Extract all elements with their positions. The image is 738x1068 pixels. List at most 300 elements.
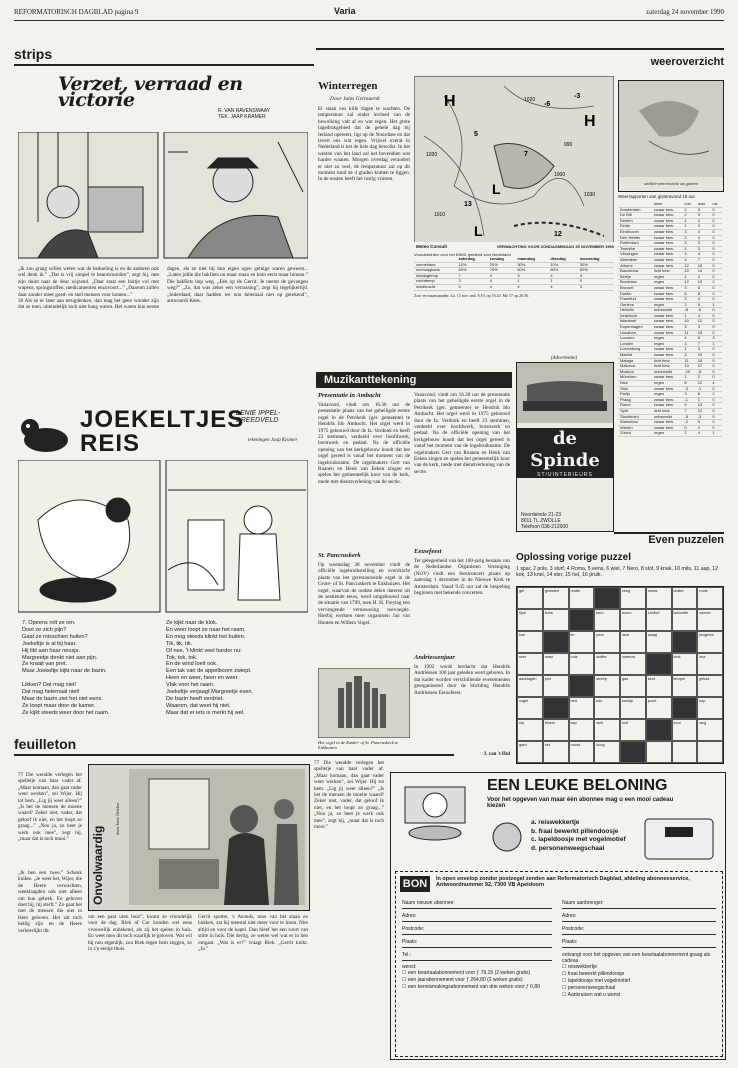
puzzle-cell: roeda	[646, 587, 672, 609]
forecast-cell: 4	[488, 284, 516, 290]
field-plaats[interactable]: Plaats:	[402, 939, 552, 948]
table-cell: -2	[682, 420, 695, 426]
forecast-cell: 1	[515, 279, 548, 285]
pressure-label-h2: H	[584, 113, 596, 130]
forecast-cell: 4	[548, 273, 578, 279]
table-cell: -1	[696, 386, 711, 392]
puzzle-block	[543, 631, 569, 653]
table-cell: 12	[696, 381, 711, 387]
cadeau-option[interactable]: ☐ fraai bewerkt pillendoosje	[562, 971, 625, 977]
table-cell: 0	[710, 218, 722, 224]
field-adres-aanbrenger[interactable]: Adres:	[562, 913, 716, 922]
table-cell: 0	[710, 229, 722, 235]
table-cell: 0	[710, 224, 722, 230]
table-cell: licht bew.	[652, 358, 683, 364]
forecast-cell: 20%	[488, 262, 516, 268]
comic1-text-a: „Ik zou graag willen weten wat de bedoeling is en de anderen ook wel denk ik.” „Dat is vrij simpel te beantwoorden”, zegt hij, met zijn duim naar de deur wijzend. „Daar staat een buitje vol met wapens, springstoffen, medicamenten enzovoort...” „Daarom zullen daar zonder meer goed- en snel mensen voor komen...”	[18, 266, 159, 298]
table-cell: regen	[652, 381, 683, 387]
muziek-article1-text: Vanavond, vindt om 16.30 uur de presentatie plaats van het geheiligde eerste orgel in de Petrikerk (ger. gemeente) te Hendrik Ido Ambacht. Het orgel werd in 1975 gebouwd door de fa. Verdonk en heeft 23 stemmen, verdeeld over hoofdwerk, borstwerk en pedaal. Na de officiële opening van het kerkgebouw houdt dat het orgel gereed is vanaf het moment van de ingebruikname. De orgelmakers Gert van Ruanen en Henk van Eeken zingen en spelen het gemeentelijk koor van de kerk, mede met dienstverlening van de sectie.	[318, 402, 410, 485]
puzzle-cell: noord	[569, 741, 595, 763]
table-cell: 0	[710, 325, 722, 331]
puzzle-cell: seer	[517, 653, 543, 675]
table-cell: Oslo	[618, 386, 652, 392]
table-cell: onbewolkt	[652, 369, 683, 375]
table-cell: 3	[682, 285, 695, 291]
puzzle-block	[672, 697, 698, 719]
table-cell: 14	[696, 269, 711, 275]
organ-photo-caption: Het orgel in de Zuider- of St. Pancraskerk te Enkhuizen	[318, 740, 399, 750]
muziek-article2-title: St. Pancraskerk	[318, 552, 361, 559]
table-cell: 3	[682, 297, 695, 303]
table-cell: Vlissingen	[618, 252, 652, 258]
table-cell: 11	[682, 330, 695, 336]
puzzle-cell: rooie	[697, 587, 723, 609]
comic1-text	[18, 266, 308, 386]
table-cell: 0	[682, 425, 695, 431]
table-cell: Amsterdam	[618, 207, 652, 213]
table-cell: 3	[682, 392, 695, 398]
table-cell: onbewolkt	[652, 308, 683, 314]
table-cell: 0	[710, 420, 722, 426]
table-cell: 18	[696, 263, 711, 269]
table-cell: Zürich	[618, 431, 652, 437]
puzzle-block	[646, 719, 672, 741]
pressure-label-h1: H	[444, 93, 456, 110]
option-jaar[interactable]: ☐ een jaarabonnement voor ƒ 264,80 (2 weken gratis)	[402, 977, 523, 983]
satellite-box	[618, 80, 724, 192]
table-cell: 0	[710, 263, 722, 269]
table-cell: 6	[682, 291, 695, 297]
isobar-1020b: 1020	[524, 97, 536, 103]
table-cell: 5	[696, 336, 711, 342]
checkbox-icon[interactable]: ☐	[562, 964, 567, 970]
puzzle-cell: stoffer	[594, 653, 620, 675]
table-cell: 0	[710, 274, 722, 280]
table-cell: 13	[696, 280, 711, 286]
forecast-row-label: zonnekans	[414, 262, 457, 268]
table-cell: 0	[710, 207, 722, 213]
puzzle-cell: duiker	[672, 587, 698, 609]
gift-item: c. lapeldoosje met vogelmotief	[531, 836, 626, 843]
table-cell: onbewolkt	[652, 414, 683, 420]
muziek-signature: J. van 't Hul	[483, 752, 510, 757]
puzzle-cell: koe	[517, 631, 543, 653]
checkbox-icon[interactable]: ☐	[562, 985, 567, 991]
page-header	[14, 6, 724, 21]
field-postcode[interactable]: Postcode:	[402, 926, 552, 935]
puzzle-cell: web	[594, 719, 620, 741]
comic2-verse-b: Ze kijkt naar de klok. En weer loopt ze naar het raam. En mog steeds klinkt het buiten. Tik, tik, tik. Of nee, 't klinkt veel harder nu: Tok, tok, tok. En de wind loeit ook. Een tak van de appelboom zwiept. Heen en weer, heen en weer. Vlak voor het raam. Joekeltje verjaagt Margreetje even. De bazin heeft verdriet. Waarom, dat weet hij niet. Maar dat er iets is merkt hij wel.	[166, 620, 254, 716]
table-cell: 3	[710, 336, 722, 342]
forecast-day: woensdag	[578, 257, 614, 262]
table-cell: 10	[682, 319, 695, 325]
comic1-title: Verzet, verraad en victorie	[58, 73, 243, 111]
table-cell: 11	[682, 358, 695, 364]
forecast-cell: 4	[457, 284, 488, 290]
table-cell: Parijs	[618, 392, 652, 398]
muziek-article3-title: Eeuwfeest	[414, 548, 442, 555]
puzzle-cell: kern	[594, 609, 620, 631]
table-cell: Eindhoven	[618, 229, 652, 235]
table-cell: 4	[696, 431, 711, 437]
bon-left-fields	[402, 900, 552, 991]
table-cell: zwaar bew.	[652, 386, 683, 392]
forecast-day: zondag	[488, 257, 516, 262]
muziek-col2: Vanavond, vindt om 16.30 uur de presentatie plaats van het geheiligde eerste orgel in de Petrikerk (ger. gemeente) te Hendrik Ido Ambacht. Het orgel werd in 1975 gebouwd door de fa. Verdonk en heeft 23 stemmen, verdeeld over hoofdwerk, borstwerk en pedaal. Na de officiële opening van het kerkgebouw houdt dat het orgel gereed is vanaf het moment van de ingebruikname. De orgelmakers Gert van Ruanen en Henk van Eeken zingen en spelen het gemeentelijk koor van de kerk, mede met dienstverlening van de sectie.	[414, 392, 510, 475]
forecast-row	[414, 284, 614, 290]
table-cell: 4	[696, 274, 711, 280]
table-cell: 18	[696, 358, 711, 364]
table-cell: Istanboel	[618, 319, 652, 325]
table-cell: regen	[652, 302, 683, 308]
comic2-credit: tekeningen Jaap Kramer	[248, 438, 298, 443]
puzzle-block	[672, 631, 698, 653]
table-cell: Athene	[618, 263, 652, 269]
feuilleton-col1b: „Ik ben een twee.” Schenk knikte. „Je weet het, Wijer, die de Heere verwachten, weeklaagden ook niet alleen om hun gebrek. En geloven doet hij, hij sterft.” Zo gaat het met de mensen die niet in Hem geloven. Het zal toch heilig zijn en de Heere verheerlijkt dit.	[18, 870, 82, 934]
feuilleton-heading: feuilleton	[14, 736, 454, 756]
table-cell: regen	[652, 280, 683, 286]
table-cell: zwaar bew.	[652, 420, 683, 426]
table-cell: 4	[696, 297, 711, 303]
puzzle-cell: kap	[569, 719, 595, 741]
table-cell: De Bilt	[618, 213, 652, 219]
table-cell: zwaar bew.	[652, 235, 683, 241]
puzzle-cell: huis	[569, 653, 595, 675]
puzzle-cell: mast	[543, 653, 569, 675]
table-cell: -10	[682, 369, 695, 375]
table-cell: Locarno	[618, 336, 652, 342]
table-cell: 2	[710, 280, 722, 286]
puzzle-cell: vogel	[517, 697, 543, 719]
weather-table-title: Weerrapporten van gisteravond 19 uur	[618, 194, 695, 199]
puzzle-block	[594, 587, 620, 609]
puzzle-cell: fijne	[517, 609, 543, 631]
temp-5: 13	[464, 201, 472, 208]
table-cell: 3	[696, 213, 711, 219]
table-cell: zwaar bew.	[652, 313, 683, 319]
table-cell: zwaar bew.	[652, 425, 683, 431]
table-cell: 12	[696, 408, 711, 414]
table-cell: zwaar bew.	[652, 257, 683, 263]
table-cell: zwaar bew.	[652, 319, 683, 325]
table-cell: 0	[710, 397, 722, 403]
table-cell: Kopenhagen	[618, 325, 652, 331]
puzzle-cell: kind	[646, 675, 672, 697]
gift-item: a. reiswekkertje	[531, 819, 580, 826]
puzzle-cell: waag	[646, 631, 672, 653]
gift-scale-illustration	[639, 813, 719, 865]
puzzle-cell: leur	[697, 653, 723, 675]
puzzle-cell	[672, 741, 698, 763]
table-cell: zwaar bew.	[652, 325, 683, 331]
cadeau-option[interactable]: ☐ reiswekkertje	[562, 964, 598, 970]
table-cell: 17	[696, 364, 711, 370]
forecast-cell: 1	[548, 279, 578, 285]
table-cell: 3	[696, 347, 711, 353]
table-cell: 4	[682, 257, 695, 263]
table-cell: 0	[710, 246, 722, 252]
isobar-1020: 1020	[426, 152, 438, 158]
table-cell: 1	[710, 302, 722, 308]
comic2-title: JOEKELTJES REIS	[80, 406, 245, 457]
table-cell: Malaga	[618, 358, 652, 364]
forecast-cell: 10%	[548, 262, 578, 268]
table-cell: 3	[682, 341, 695, 347]
table-row	[618, 431, 722, 437]
table-cell: zwaar bew.	[652, 218, 683, 224]
puzzle-cell: kruis	[543, 609, 569, 631]
table-cell: 10	[696, 353, 711, 359]
weather-table	[618, 202, 722, 437]
forecast-row-label: windkracht	[414, 284, 457, 290]
forecast-cell: 60%	[578, 268, 614, 274]
cadeau-option[interactable]: ☐ Aankruisen wat u wenst	[562, 992, 621, 998]
table-cell: 3	[696, 207, 711, 213]
table-cell: 0	[710, 313, 722, 319]
feuilleton-author: door Jetse Dekker	[115, 802, 120, 835]
checkbox-icon[interactable]: ☐	[402, 977, 407, 983]
isobar-1010: 1010	[434, 212, 446, 218]
table-cell: Frankfurt	[618, 297, 652, 303]
forecast-cell: 80%	[548, 268, 578, 274]
forecast-row-label: nachttemp	[414, 279, 457, 285]
puzzle-cell: land	[620, 631, 646, 653]
muziek-article1-title: Presentatie in Ambacht	[318, 392, 381, 399]
table-cell: 8	[696, 392, 711, 398]
table-cell: 0	[710, 330, 722, 336]
table-cell: zwaar bew.	[652, 403, 683, 409]
table-cell: 2	[682, 213, 695, 219]
table-cell: regen	[652, 274, 683, 280]
table-cell: Eelde	[618, 224, 652, 230]
isobar-1030: 1030	[584, 192, 596, 198]
gift-box-illustration	[487, 817, 527, 857]
puzzle-cell: bink	[672, 653, 698, 675]
puzzle-cell: riet	[543, 741, 569, 763]
puzzle-block	[620, 741, 646, 763]
muziek-article2-text: Op woensdag 28 november vindt de officiële ingebruikstelling en overdracht plaats van het gerestaureerde orgel in de Grote- of St. Pancraskerk te Enkhuizen. Het orgel, waarvan de oudste delen dateren uit de zestiende eeuw, werd omgebouwd naar de situatie van 1799, toen H. H. Freytag een vervangende vernieuwing toevoegde. Hierbij werkten mee: organisten Jan van Houten en Willem Vogel.	[318, 562, 410, 626]
table-cell: zwaar bew.	[652, 213, 683, 219]
bon-right-fields	[562, 900, 716, 999]
table-cell: 3	[682, 229, 695, 235]
dog-illustration	[18, 410, 78, 458]
table-cell: 1	[682, 274, 695, 280]
forecast-cell: 7	[457, 273, 488, 279]
puzzle-cell: tin	[569, 631, 595, 653]
table-cell: 2	[682, 302, 695, 308]
table-cell: zwaar bew.	[652, 263, 683, 269]
puzzle-cell: koekje	[620, 697, 646, 719]
field-adres[interactable]: Adres:	[402, 913, 552, 922]
table-cell: Brussel	[618, 285, 652, 291]
puzzle-cell: geluid	[697, 675, 723, 697]
checkbox-icon[interactable]: ☐	[402, 984, 407, 990]
temp-1: -6	[544, 101, 551, 108]
table-header: weer	[652, 202, 683, 207]
feuilleton-photo-image	[129, 769, 305, 905]
forecast-cell: 4	[578, 273, 614, 279]
puzzle-cell: tuin	[594, 697, 620, 719]
table-cell: 1	[696, 397, 711, 403]
puzzle-cell: kabouter	[672, 609, 698, 631]
checkbox-icon[interactable]: ☐	[402, 970, 407, 976]
table-cell: Aberdeen	[618, 257, 652, 263]
weather-map	[414, 76, 614, 252]
table-cell: 5	[696, 302, 711, 308]
puzzle-block	[543, 697, 569, 719]
checkbox-icon[interactable]: ☐	[562, 978, 567, 984]
puzzle-cell: gesloten	[543, 587, 569, 609]
table-cell: 2	[696, 425, 711, 431]
table-header: min	[682, 202, 695, 207]
forecast-cell: 3	[578, 284, 614, 290]
pressure-label-l1: L	[492, 181, 501, 197]
spinde-advert[interactable]	[516, 362, 614, 532]
isobar-990: 990	[564, 142, 573, 148]
table-cell: Moskou	[618, 369, 652, 375]
table-cell: zwaar bew.	[652, 330, 683, 336]
table-cell: 0	[696, 420, 711, 426]
table-cell: -8	[682, 308, 695, 314]
table-cell: Barcelona	[618, 269, 652, 275]
bon-form	[395, 871, 723, 1057]
table-cell: 2	[682, 207, 695, 213]
weather-article-title: Winterregen	[318, 80, 378, 92]
comic2	[18, 402, 308, 517]
option-kennismaking[interactable]: ☐ een kennismakingsabonnement van drie weken voor ƒ 6,80	[402, 984, 540, 990]
comic2-panels	[18, 460, 308, 618]
checkbox-icon[interactable]: ☐	[562, 971, 567, 977]
forecast-cell: 70%	[488, 268, 516, 274]
table-cell: 3	[682, 241, 695, 247]
table-cell: Bordeaux	[618, 280, 652, 286]
puzzle-cell: koor	[672, 719, 698, 741]
puzzle-cell: onder	[569, 587, 595, 609]
wenst-label: wenst:	[402, 964, 417, 970]
field-tel[interactable]: Tel.:	[402, 952, 552, 961]
table-cell: -5	[696, 369, 711, 375]
table-cell: 7	[682, 408, 695, 414]
puzzle-cell: tempel	[672, 675, 698, 697]
table-cell: 0	[710, 375, 722, 381]
advert-address: Noordeinde 21-23 8011 TL ZWOLLE Telefoon 038-212000	[521, 512, 568, 530]
feuilleton-series-title: Onvolwaardig	[91, 825, 105, 905]
puzzle-cell	[697, 741, 723, 763]
table-cell: Londen	[618, 341, 652, 347]
table-cell: Deelen	[618, 218, 652, 224]
forecast-cell: 80%	[457, 268, 488, 274]
table-cell: regen	[652, 341, 683, 347]
option-kwartaal[interactable]: ☐ een kwartaalabonnement voor ƒ 76,15 (2 weken gratis)	[402, 970, 531, 976]
field-naam-abonnee[interactable]: Naam nieuwe abonnee:	[402, 900, 552, 909]
field-plaats-aanbrenger[interactable]: Plaats:	[562, 939, 716, 948]
table-cell: 3	[696, 246, 711, 252]
checkbox-icon[interactable]: ☐	[562, 992, 567, 998]
table-cell: -5	[682, 414, 695, 420]
feuilleton-col3: Gerrit spottte, 's Avonds, moe van het staan en bukken, zat hij meestal niet meer voor te lezen. Niet altijd en voor de kapel. Dan bleef het een soort van stilte in huis. Die dertig, ze weten wel wat er in hen omgaat. „Wat is er?” vraagt Riek. „Gerrit knikt. „Ja.”	[198, 914, 308, 953]
table-cell: -3	[682, 386, 695, 392]
table-cell: 0	[710, 408, 722, 414]
forecast-cell: 0	[578, 279, 614, 285]
table-cell: Madrid	[618, 353, 652, 359]
table-cell: Den Helder	[618, 235, 652, 241]
table-cell: regen	[652, 431, 683, 437]
table-cell: 10	[682, 364, 695, 370]
weather-rule	[316, 48, 724, 50]
forecast-cell: 4	[515, 284, 548, 290]
cadeau-option[interactable]: ☐ personenweegschaal	[562, 985, 616, 991]
table-cell: 0	[710, 297, 722, 303]
satellite-image	[619, 81, 723, 177]
comic2-verse-a: 7. Opeens rolt ze om. Doet ze zich pijn? Gaat ze misschien huilen? Joekeltje is al bij haar. Hij likt aan haar neusje. Margreetje denkt niet aan pijn. Ze kraait van pret. Maar Joekeltje kijkt naar de bazin. Likken? Dat mag niet! Dat mag helemaal niet! Maar de bazin ziet het niet eens. Ze loopt maar door de kamer. Ze kijkt steeds weer door het raam.	[22, 620, 110, 716]
table-cell: 12	[682, 263, 695, 269]
muziek-article4-text: In 1992 wordt herdacht dat Hendrik Andriessen 100 jaar geleden werd geboren. In dat kader worden verschillende evenementen georganiseerd door de Stichting Hendrik Andriessen Eeuwfeest.	[414, 664, 510, 696]
table-cell: Lissabon	[618, 330, 652, 336]
cadeau-option[interactable]: ☐ lapeldoosje met vogelmotief	[562, 978, 630, 984]
table-cell: 0	[710, 425, 722, 431]
forecast-cell: 3	[515, 273, 548, 279]
table-cell: 3	[682, 252, 695, 258]
puzzle-grid	[516, 586, 724, 764]
table-cell: 0	[710, 353, 722, 359]
table-cell: 0	[710, 252, 722, 258]
table-cell: zwaar bew.	[652, 207, 683, 213]
puzzle-cell: boom	[620, 609, 646, 631]
paper-name: REFORMATORISCH DAGBLAD pagina 9	[14, 8, 139, 16]
table-cell: -6	[696, 308, 711, 314]
field-naam-aanbrenger[interactable]: Naam aanbrenger:	[562, 900, 716, 909]
table-cell: licht bew.	[652, 364, 683, 370]
table-cell: 2	[682, 235, 695, 241]
field-postcode-aanbrenger[interactable]: Postcode:	[562, 926, 716, 935]
weather-article-text: Er staan ons kille dagen te wachten. De temperatuur zal onder invloed van de bewolking valt af en wat regen. Het grote lagedrukgebied dat de gehele dag bij Ierland opereert, ligt op de Noordzee en dat levert ons wat regen. Vrijwel overal in Nederland is het de hele dag bewolkt. In het westen van het land zal het bovendien wat harder waaien. Morgen overdag verandert er niet zo veel, de temperatuur zal op dit moment rond de 4 graden komen te liggen. In de oosten heeft het rustig vriezen.	[318, 106, 410, 183]
puzzle-cell: kolf	[620, 719, 646, 741]
table-cell: zwaar bew.	[652, 291, 683, 297]
table-cell: Wenen	[618, 425, 652, 431]
puzzle-block	[646, 653, 672, 675]
temp-4: 7	[524, 151, 528, 158]
table-cell: 3	[696, 241, 711, 247]
table-cell: Stockholm	[618, 414, 652, 420]
puzzle-cell: wereld	[697, 609, 723, 631]
table-cell: 8	[682, 381, 695, 387]
table-cell: 1	[710, 431, 722, 437]
table-cell: 1	[682, 218, 695, 224]
table-cell: Rome	[618, 403, 652, 409]
subscription-options	[402, 970, 552, 991]
table-cell: 0	[710, 285, 722, 291]
table-cell: zwaar bew.	[652, 252, 683, 258]
forecast-cell: 3	[457, 279, 488, 285]
table-cell: 3	[682, 325, 695, 331]
table-cell: 0	[710, 291, 722, 297]
forecast-cell: 10%	[457, 262, 488, 268]
table-cell: 15	[696, 330, 711, 336]
advert-brand: de Spinde	[517, 428, 613, 472]
puzzle-cell: gel	[517, 587, 543, 609]
forecast-block	[414, 252, 614, 298]
table-cell: 13	[696, 403, 711, 409]
map-credit: Meteo Consult	[416, 244, 447, 249]
table-cell: 0	[710, 319, 722, 325]
table-cell: regen	[652, 336, 683, 342]
puzzle-cell: boog	[594, 741, 620, 763]
table-cell: 1	[682, 347, 695, 353]
table-cell: zwaar bew.	[652, 285, 683, 291]
table-cell: 2	[682, 431, 695, 437]
pressure-label-l2: L	[474, 223, 483, 239]
forecast-cell: 60%	[515, 268, 548, 274]
